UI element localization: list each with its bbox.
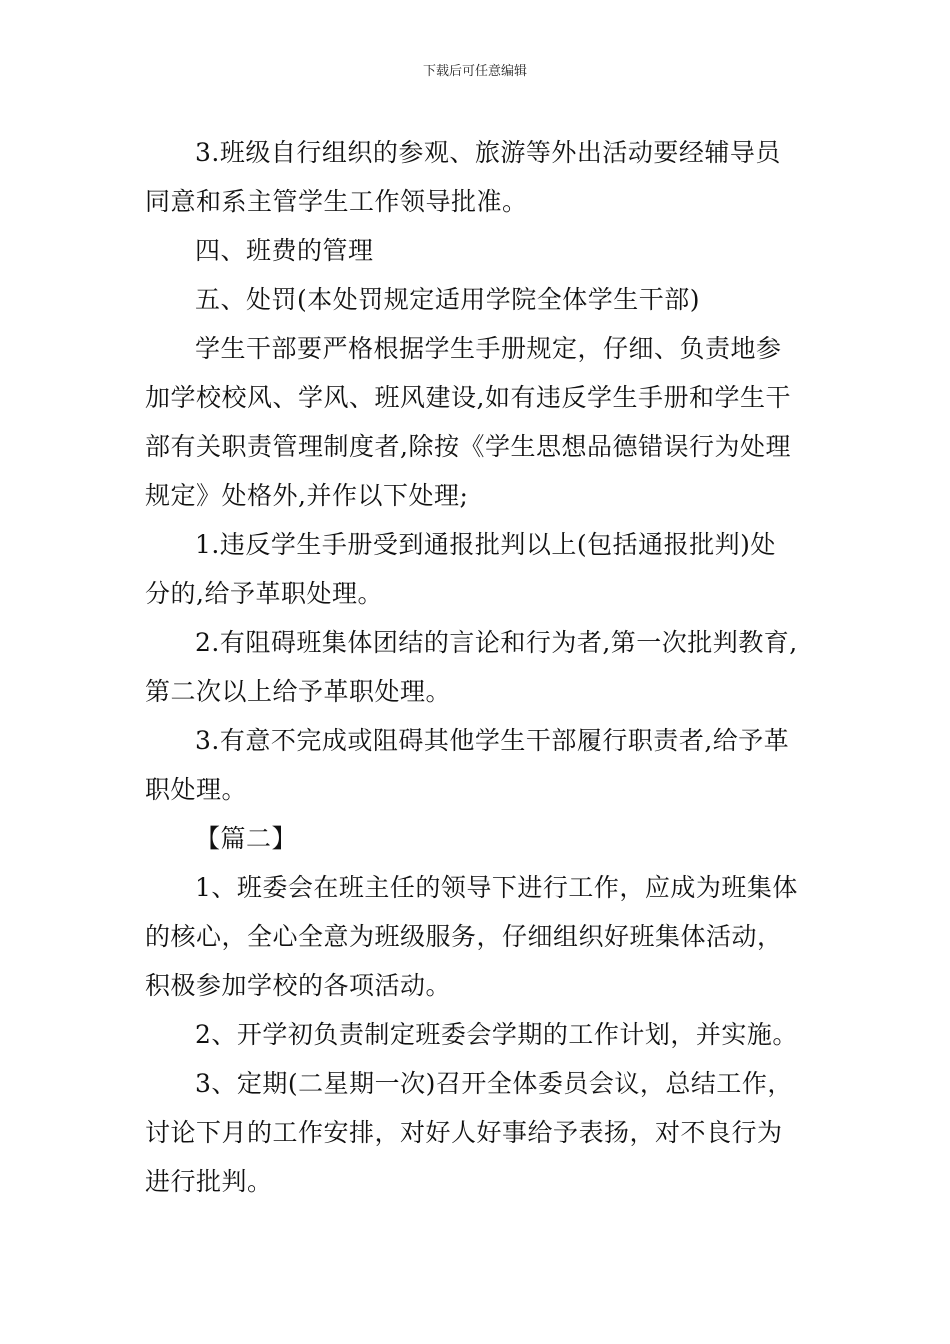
text-line: 讨论下月的工作安排，对好人好事给予表扬，对不良行为 bbox=[145, 1118, 783, 1147]
text-line: 分的,给予革职处理。 bbox=[145, 579, 383, 608]
text-line: 【篇二】 bbox=[195, 824, 298, 853]
text-line: 规定》处格外,并作以下处理; bbox=[145, 481, 469, 510]
text-line: 五、处罚(本处罚规定适用学院全体学生干部) bbox=[195, 285, 701, 314]
text-line: 同意和系主管学生工作领导批准。 bbox=[145, 187, 528, 216]
text-line: 的核心，全心全意为班级服务，仔细组织好班集体活动， bbox=[145, 922, 783, 951]
text-line: 进行批判。 bbox=[145, 1167, 273, 1196]
text-line: 部有关职责管理制度者,除按《学生思想品德错误行为处理 bbox=[145, 432, 791, 461]
page-header-note: 下载后可任意编辑 bbox=[422, 64, 527, 79]
text-line: 2.有阻碍班集体团结的言论和行为者,第一次批判教育, bbox=[195, 628, 798, 657]
paragraph-penalty-2 bbox=[145, 618, 825, 716]
text-line: 3.有意不完成或阻碍其他学生干部履行职责者,给予革 bbox=[195, 726, 790, 755]
text-line: 加学校校风、学风、班风建设,如有违反学生手册和学生干 bbox=[145, 383, 791, 412]
paragraph-penalty-3 bbox=[145, 716, 825, 814]
paragraph-committee-duty-2 bbox=[145, 1010, 825, 1059]
document-body bbox=[145, 128, 825, 1206]
text-line: 2、开学初负责制定班委会学期的工作计划，并实施。 bbox=[195, 1020, 798, 1049]
text-line: 1、班委会在班主任的领导下进行工作，应成为班集体 bbox=[195, 873, 798, 902]
section-heading-part-two bbox=[145, 814, 825, 863]
text-line: 3.班级自行组织的参观、旅游等外出活动要经辅导员 bbox=[195, 138, 781, 167]
text-line: 第二次以上给予革职处理。 bbox=[145, 677, 452, 706]
text-line: 职处理。 bbox=[145, 775, 248, 804]
paragraph-committee-duty-1 bbox=[145, 863, 825, 1010]
text-line: 学生干部要严格根据学生手册规定，仔细、负责地参 bbox=[195, 334, 782, 363]
text-line: 积极参加学校的各项活动。 bbox=[145, 971, 452, 1000]
paragraph-committee-duty-3 bbox=[145, 1059, 825, 1206]
text-line: 3、定期(二星期一次)召开全体委员会议，总结工作， bbox=[195, 1069, 793, 1098]
section-heading-class-fee bbox=[145, 226, 825, 275]
paragraph-penalty-intro bbox=[145, 324, 825, 520]
paragraph-penalty-1 bbox=[145, 520, 825, 618]
text-line: 1.违反学生手册受到通报批判以上(包括通报批判)处 bbox=[195, 530, 776, 559]
section-heading-penalties bbox=[145, 275, 825, 324]
paragraph-outing-approval bbox=[145, 128, 825, 226]
text-line: 四、班费的管理 bbox=[195, 236, 374, 265]
